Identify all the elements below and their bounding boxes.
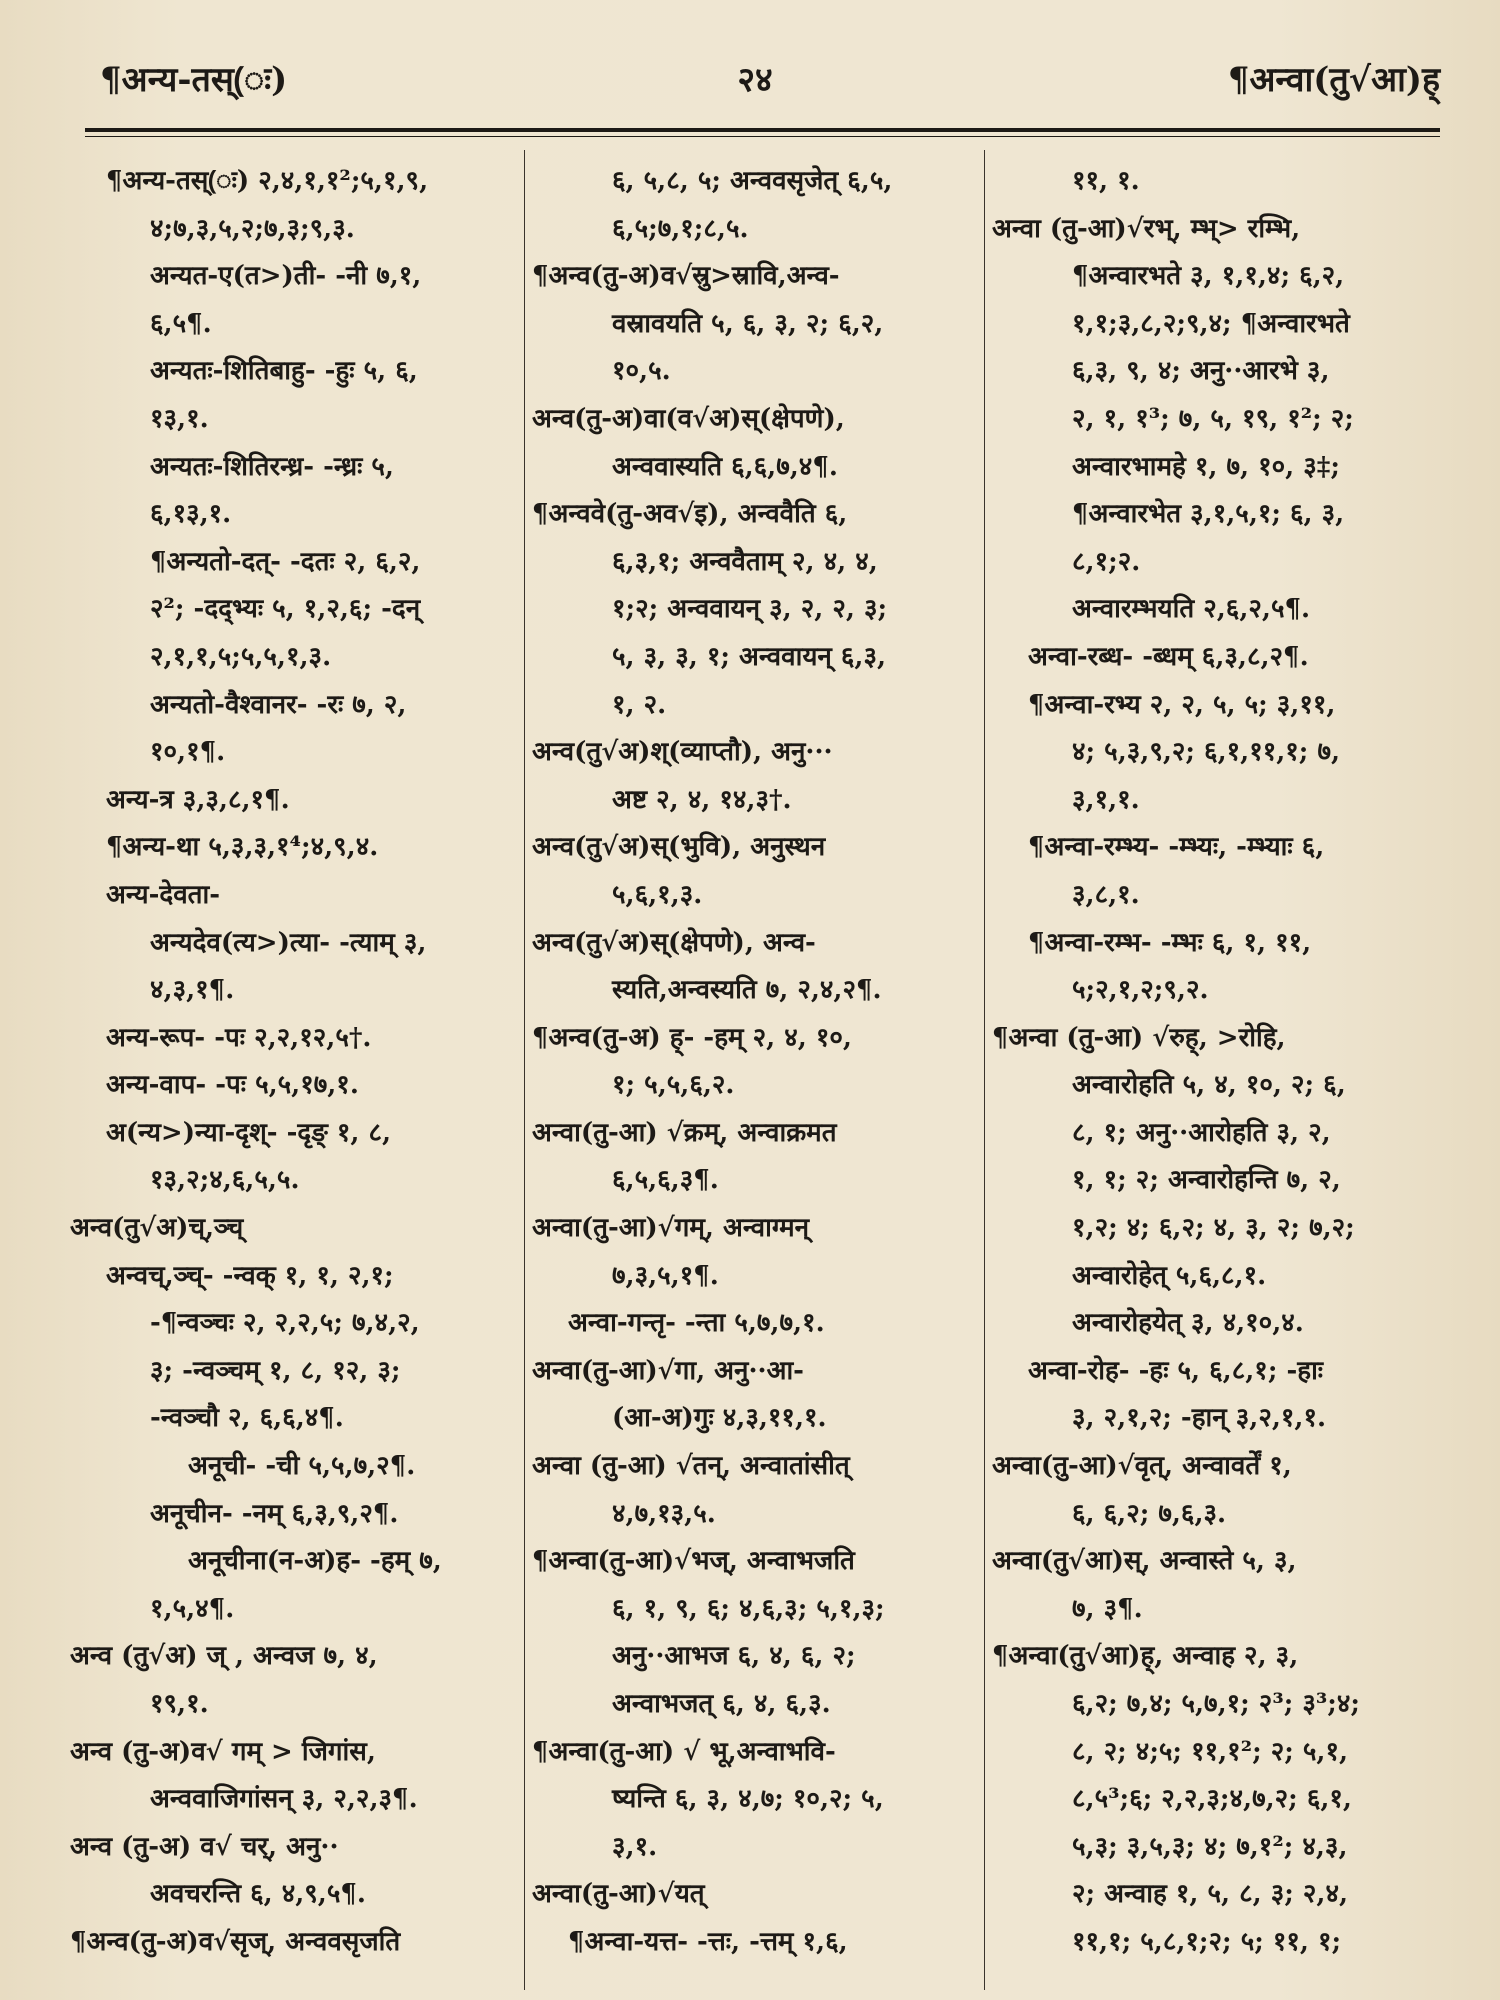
entry-line: अन्वा-रब्ध- -ब्धम् ६,३,८,२¶.: [1028, 641, 1309, 672]
entry-line: अन्वाभजत् ६, ४, ६,३.: [612, 1689, 831, 1719]
entry-line: ५;२,१,२;९,२.: [1072, 975, 1209, 1006]
entry-line: ¶अन्वा-रम्भ- -म्भः ६, १, ११,: [1028, 927, 1312, 958]
column-right: [992, 158, 1447, 1988]
entry-line: ६, १, ९, ६; ४,६,३; ५,१,३;: [612, 1593, 885, 1624]
entry-line: ८, २; ४;५; ११,१²; २; ५,१,: [1072, 1736, 1349, 1767]
entry-line: अन्वा(तु√आ)स्, अन्वास्ते ५, ३,: [992, 1546, 1297, 1577]
entry-line: ८, १; अनु··आरोहति ३, २,: [1072, 1117, 1331, 1148]
entry-line: ११, १.: [1072, 166, 1140, 196]
entry-line: स्यति,अन्वस्यति ७, २,४,२¶.: [612, 975, 882, 1006]
entry-line: अन्व(तु√अ)श्(व्याप्तौ), अनु···: [532, 737, 833, 768]
entry-line: १३,१.: [150, 403, 209, 434]
entry-line: अन्यतः-शितिरन्ध्र- -न्ध्रः ५,: [150, 451, 394, 482]
entry-line: १,५,४¶.: [150, 1593, 235, 1624]
entry-line: ¶अन्वा(तु-आ) √ भू,अन्वाभवि-: [532, 1736, 836, 1767]
entry-line: ¶अन्वा-रभ्य २, २, ५, ५; ३,११,: [1028, 689, 1336, 720]
entry-line: ¶अन्व(तु-अ) ह्- -हम् २, ४, १०,: [532, 1022, 852, 1053]
entry-line: अन्व(तु√अ)च्,ञ्च्: [70, 1213, 244, 1244]
entry-line: ६,३, ९, ४; अनु··आरभे ३,: [1072, 356, 1330, 387]
entry-line: ¶अन्वारभते ३, १,१,४; ६,२,: [1072, 261, 1345, 292]
entry-line: अन्व (तु-अ)व√ गम् > जिगांस,: [70, 1736, 376, 1767]
entry-line: अन्वा-रोह- -हः ५, ६,८,१; -हाः: [1028, 1355, 1324, 1386]
header-rule-thin: [85, 136, 1440, 137]
entry-line: १९,१.: [150, 1689, 209, 1719]
entry-line: (आ-अ)गुः ४,३,११,१.: [612, 1403, 827, 1434]
entry-line: अनु··आभज ६, ४, ६, २;: [612, 1641, 856, 1672]
entry-line: अन्वारोहति ५, ४, १०, २; ६,: [1072, 1070, 1346, 1101]
page-number: २४: [737, 60, 773, 100]
entry-line: १, १; २; अन्वारोहन्ति ७, २,: [1072, 1165, 1341, 1196]
entry-line: ६,२; ७,४; ५,७,१; २³; ३³;४;: [1072, 1689, 1360, 1719]
entry-line: ¶अन्यतो-दत्- -दतः २, ६,२,: [150, 546, 421, 577]
entry-line: ७,३,५,१¶.: [612, 1260, 719, 1291]
entry-line: १०,१¶.: [150, 737, 226, 768]
header-left-guideword: ¶अन्य-तस्(ः): [100, 60, 288, 100]
entry-line: २²; -दद्भ्यः ५, १,२,६; -दन्: [150, 594, 421, 625]
entry-line: अन्यदेव(त्य>)त्या- -त्याम् ३,: [150, 927, 427, 958]
column-divider: [984, 150, 985, 1990]
entry-line: अन्वा(तु-आ) √क्रम्, अन्वाक्रमत: [532, 1117, 837, 1148]
entry-line: २,१,१,५;५,५,१,३.: [150, 641, 332, 672]
column-middle: [532, 158, 982, 1988]
entry-line: अन्यतः-शितिबाहु- -हुः ५, ६,: [150, 356, 418, 387]
entry-line: अन्व (तु√अ) ज् , अन्वज ७, ४,: [70, 1641, 378, 1672]
entry-line: अनूचीन- -नम् ६,३,९,२¶.: [150, 1498, 399, 1529]
entry-line: २; अन्वाह १, ५, ८, ३; २,४,: [1072, 1879, 1349, 1910]
column-divider: [524, 150, 525, 1990]
entry-line: ४,३,१¶.: [150, 975, 235, 1006]
entry-line: १, २.: [612, 689, 667, 720]
entry-line: अनूचीना(न-अ)ह- -हम् ७,: [188, 1546, 442, 1577]
entry-line: अन्वा(तु-आ)√वृत्, अन्वावर्तें १,: [992, 1451, 1292, 1482]
entry-line: अन्य-रूप- -पः २,२,१२,५†.: [106, 1022, 372, 1053]
entry-line: ११,१; ५,८,१;२; ५; ११, १;: [1072, 1926, 1342, 1957]
entry-line: ५, ३, ३, १; अन्ववायन् ६,३,: [612, 641, 887, 672]
entry-line: -¶न्वञ्चः २, २,२,५; ७,४,२,: [150, 1308, 420, 1339]
entry-line: १०,५.: [612, 356, 671, 387]
entry-line: ८,१;२.: [1072, 546, 1141, 577]
entry-line: ७, ३¶.: [1072, 1593, 1143, 1624]
entry-line: ३; -न्वञ्चम् १, ८, १२, ३;: [150, 1355, 401, 1386]
entry-line: १,२; ४; ६,२; ४, ३, २; ७,२;: [1072, 1213, 1355, 1244]
entry-line: ¶अन्वा(तु-आ)√भज्, अन्वाभजति: [532, 1546, 855, 1577]
column-left: [70, 158, 522, 1988]
entry-line: अवचरन्ति ६, ४,९,५¶.: [150, 1879, 366, 1910]
entry-line: -न्वञ्चौ २, ६,६,४¶.: [150, 1403, 344, 1434]
entry-line: अन्वा (तु-आ) √तन्, अन्वातांसीत्: [532, 1451, 850, 1482]
entry-line: ¶अन्वा (तु-आ) √रुह्, >रोहि,: [992, 1022, 1286, 1053]
entry-line: अन्यतो-वैश्वानर- -रः ७, २,: [150, 689, 407, 720]
entry-line: ६, ५,८, ५; अन्ववसृजेत् ६,५,: [612, 166, 893, 196]
entry-line: अन्व(तु√अ)स्(भुवि), अनुस्थन: [532, 832, 826, 863]
entry-line: ६,५,६,३¶.: [612, 1165, 719, 1196]
entry-line: १३,२;४,६,५,५.: [150, 1165, 300, 1196]
entry-line: ३,१,१.: [1072, 784, 1140, 815]
entry-line: अन्यत-ए(त>)ती- -नी ७,१,: [150, 261, 422, 292]
entry-line: ४;७,३,५,२;७,३;९,३.: [150, 213, 355, 244]
entry-line: अन्वा (तु-आ)√रभ्, म्भ्> रम्भि,: [992, 213, 1301, 244]
entry-line: ¶अन्वा(तु√आ)ह्, अन्वाह २, ३,: [992, 1641, 1299, 1672]
entry-line: अन्ववाजिगांसन् ३, २,२,३¶.: [150, 1784, 418, 1815]
entry-line: अन्व(तु-अ)वा(व√अ)स्(क्षेपणे),: [532, 403, 845, 434]
entry-line: ३,८,१.: [1072, 879, 1140, 910]
page-header: [70, 55, 1440, 115]
entry-line: अन्वा(तु-आ)√गम्, अन्वाग्मन्: [532, 1213, 810, 1244]
header-rule: [85, 128, 1440, 132]
entry-line: अन्य-वाप- -पः ५,५,१७,१.: [106, 1070, 359, 1101]
entry-line: ¶अन्ववे(तु-अव√इ), अन्ववैति ६,: [532, 499, 848, 530]
entry-line: ५,३; ३,५,३; ४; ७,१²; ४,३,: [1072, 1831, 1348, 1862]
entry-line: ८,५³;६; २,२,३;४,७,२; ६,१,: [1072, 1784, 1352, 1815]
entry-line: ४,७,१३,५.: [612, 1498, 716, 1529]
entry-line: वस्रावयति ५, ६, ३, २; ६,२,: [612, 308, 884, 339]
entry-line: अन्व (तु-अ) व√ चर्, अनु··: [70, 1831, 339, 1862]
entry-line: अन्व(तु√अ)स्(क्षेपणे), अन्व-: [532, 927, 816, 958]
entry-line: अन्वारम्भयति २,६,२,५¶.: [1072, 594, 1311, 625]
entry-line: १;२; अन्ववायन् ३, २, २, ३;: [612, 594, 888, 625]
entry-line: ¶अन्वा-यत्त- -त्तः, -त्तम् १,६,: [568, 1926, 848, 1957]
entry-line: ३,१.: [612, 1831, 658, 1862]
entry-line: अन्वा-गन्तृ- -न्ता ५,७,७,१.: [568, 1308, 825, 1339]
entry-line: ६,५;७,१;८,५.: [612, 213, 749, 244]
entry-line: अन्वच्,ञ्च्- -न्वक् १, १, २,१;: [106, 1260, 394, 1291]
entry-line: ¶अन्वारभेत ३,१,५,१; ६, ३,: [1072, 499, 1345, 530]
entry-line: अन्ववास्यति ६,६,७,४¶.: [612, 451, 838, 482]
entry-line: अन्य-त्र ३,३,८,१¶.: [106, 784, 290, 815]
entry-line: ¶अन्य-था ५,३,३,१⁴;४,९,४.: [106, 832, 379, 863]
entry-line: ६,३,१; अन्ववैताम् २, ४, ४,: [612, 546, 878, 577]
entry-line: अन्वारोहयेत् ३, ४,१०,४.: [1072, 1308, 1304, 1339]
entry-line: ५,६,१,३.: [612, 879, 703, 910]
entry-line: ¶अन्व(तु-अ)व√सृज्, अन्ववसृजति: [70, 1926, 401, 1957]
entry-line: अन्वा(तु-आ)√गा, अनु··आ-: [532, 1355, 804, 1386]
entry-line: ६,१३,१.: [150, 499, 232, 530]
entry-line: अन्वारभामहे १, ७, १०, ३‡;: [1072, 451, 1340, 482]
entry-line: ६, ६,२; ७,६,३.: [1072, 1498, 1227, 1529]
entry-line: १; ५,५,६,२.: [612, 1070, 735, 1101]
entry-line: २, १, १³; ७, ५, १९, १²; २;: [1072, 403, 1354, 434]
entry-line: अनूची- -ची ५,५,७,२¶.: [188, 1451, 416, 1482]
entry-line: अन्वा(तु-आ)√यत्: [532, 1879, 705, 1910]
entry-line: अष्ट २, ४, १४,३†.: [612, 784, 792, 815]
entry-line: ४; ५,३,९,२; ६,१,११,१; ७,: [1072, 737, 1341, 768]
entry-line: अन्वारोहेत् ५,६,८,१.: [1072, 1260, 1267, 1291]
entry-line: १,१;३,८,२;९,४; ¶अन्वारभते: [1072, 308, 1350, 339]
entry-line: अन्य-देवता-: [106, 879, 221, 910]
entry-line: अ(न्य>)न्या-दृश्- -दृङ् १, ८,: [106, 1117, 392, 1148]
entry-line: ¶अन्वा-रम्भ्य- -म्भ्यः, -म्भ्याः ६,: [1028, 832, 1325, 863]
entry-line: ष्यन्ति ६, ३, ४,७; १०,२; ५,: [612, 1784, 884, 1815]
entry-line: ¶अन्व(तु-अ)व√स्रु>स्रावि,अन्व-: [532, 261, 840, 292]
entry-line: ६,५¶.: [150, 308, 212, 339]
entry-line: ¶अन्य-तस्(ः) २,४,१,१²;५,१,९,: [106, 166, 429, 196]
header-right-guideword: ¶अन्वा(तु√आ)ह्: [1227, 60, 1440, 100]
entry-line: ३, २,१,२; -हान् ३,२,१,१.: [1072, 1403, 1327, 1434]
